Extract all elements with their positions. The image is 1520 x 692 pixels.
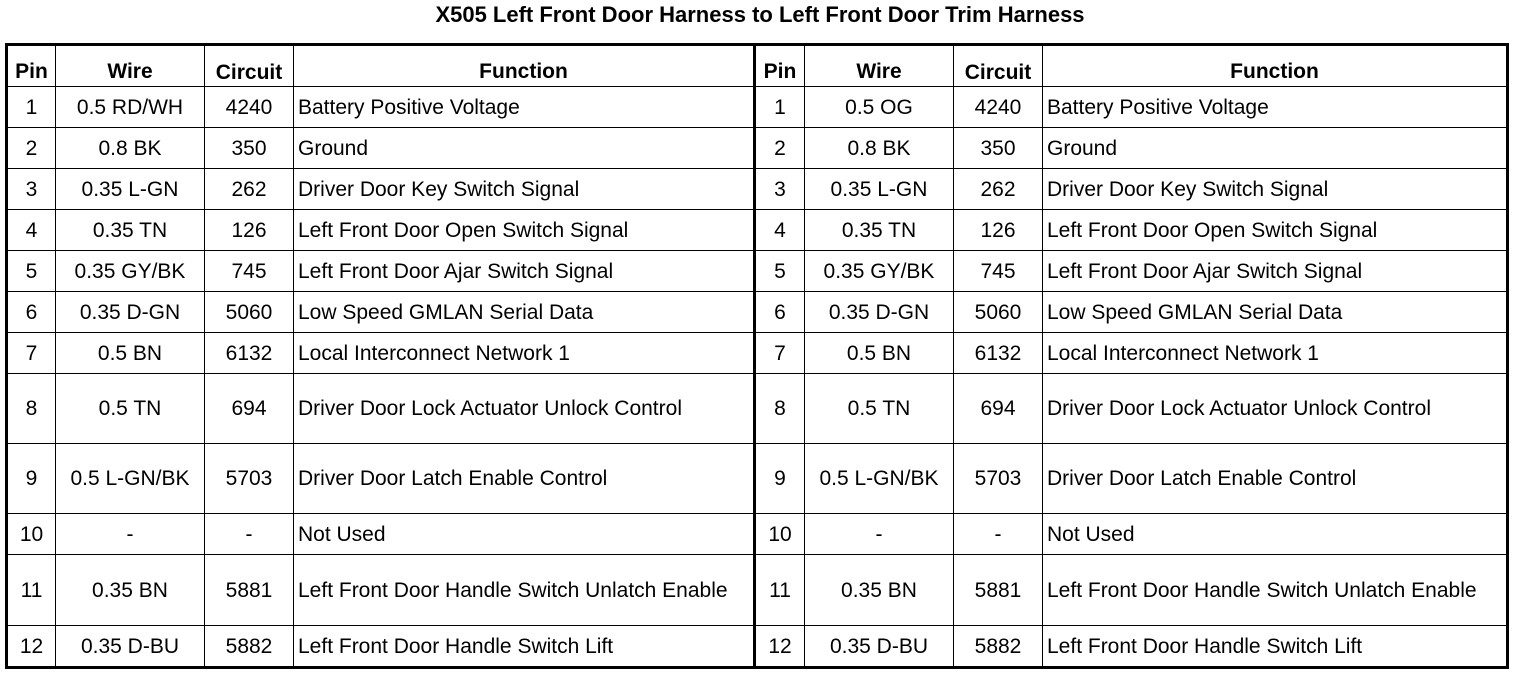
pin-cell-right: 7: [755, 333, 805, 374]
circuit-cell-right: 745: [954, 251, 1043, 292]
function-cell-left: Not Used: [294, 514, 755, 555]
table-row: [7, 514, 1508, 555]
pin-cell-right: 2: [755, 128, 805, 169]
table-row: [7, 333, 1508, 374]
wire-cell-left: 0.35 BN: [56, 555, 205, 626]
wire-cell-right: 0.35 BN: [805, 555, 954, 626]
circuit-cell-left: 5703: [205, 444, 294, 514]
pin-cell-right: 9: [755, 444, 805, 514]
function-cell-left: Ground: [294, 128, 755, 169]
wire-cell-right: 0.8 BK: [805, 128, 954, 169]
circuit-cell-right: 5881: [954, 555, 1043, 626]
table-row: [7, 374, 1508, 444]
pin-cell-left: 2: [7, 128, 56, 169]
table-row: [7, 128, 1508, 169]
wire-cell-right: 0.5 L-GN/BK: [805, 444, 954, 514]
table-row: [7, 444, 1508, 514]
function-cell-right: Battery Positive Voltage: [1043, 87, 1508, 128]
function-cell-right: Ground: [1043, 128, 1508, 169]
circuit-cell-left: 4240: [205, 87, 294, 128]
table-row: [7, 251, 1508, 292]
table-row: [7, 555, 1508, 626]
circuit-cell-left: 6132: [205, 333, 294, 374]
circuit-cell-right: 262: [954, 169, 1043, 210]
header-circuit-left: Circuit: [205, 45, 294, 87]
table-row: [7, 169, 1508, 210]
table-header-row: [7, 45, 1508, 87]
wire-cell-right: 0.5 OG: [805, 87, 954, 128]
header-function-left: Function: [294, 45, 755, 87]
circuit-cell-left: 262: [205, 169, 294, 210]
circuit-cell-right: 6132: [954, 333, 1043, 374]
wire-cell-right: 0.5 BN: [805, 333, 954, 374]
pin-cell-left: 9: [7, 444, 56, 514]
pin-cell-right: 1: [755, 87, 805, 128]
pin-cell-left: 1: [7, 87, 56, 128]
wire-cell-left: 0.8 BK: [56, 128, 205, 169]
function-cell-left: Battery Positive Voltage: [294, 87, 755, 128]
pin-cell-right: 11: [755, 555, 805, 626]
pin-cell-right: 8: [755, 374, 805, 444]
header-pin-left: Pin: [7, 45, 56, 87]
wire-cell-left: 0.35 TN: [56, 210, 205, 251]
connector-pinout-table: [5, 43, 1509, 669]
function-cell-left: Left Front Door Handle Switch Lift: [294, 626, 755, 668]
pin-cell-left: 4: [7, 210, 56, 251]
circuit-cell-left: 745: [205, 251, 294, 292]
function-cell-right: Left Front Door Open Switch Signal: [1043, 210, 1508, 251]
function-cell-right: Not Used: [1043, 514, 1508, 555]
circuit-cell-right: 126: [954, 210, 1043, 251]
pin-cell-left: 6: [7, 292, 56, 333]
wire-cell-right: 0.5 TN: [805, 374, 954, 444]
pin-cell-right: 12: [755, 626, 805, 668]
header-wire-right: Wire: [805, 45, 954, 87]
function-cell-right: Local Interconnect Network 1: [1043, 333, 1508, 374]
circuit-cell-right: -: [954, 514, 1043, 555]
wire-cell-left: 0.35 D-GN: [56, 292, 205, 333]
pin-cell-left: 10: [7, 514, 56, 555]
function-cell-left: Low Speed GMLAN Serial Data: [294, 292, 755, 333]
function-cell-left: Left Front Door Ajar Switch Signal: [294, 251, 755, 292]
wire-cell-left: 0.5 L-GN/BK: [56, 444, 205, 514]
circuit-cell-left: 5060: [205, 292, 294, 333]
wire-cell-right: 0.35 GY/BK: [805, 251, 954, 292]
wire-cell-left: -: [56, 514, 205, 555]
circuit-cell-left: 5881: [205, 555, 294, 626]
circuit-cell-right: 4240: [954, 87, 1043, 128]
pin-cell-left: 12: [7, 626, 56, 668]
circuit-cell-right: 5703: [954, 444, 1043, 514]
function-cell-right: Driver Door Latch Enable Control: [1043, 444, 1508, 514]
function-cell-left: Driver Door Key Switch Signal: [294, 169, 755, 210]
header-circuit-right: Circuit: [954, 45, 1043, 87]
header-function-right: Function: [1043, 45, 1508, 87]
wire-cell-left: 0.5 TN: [56, 374, 205, 444]
wire-cell-right: 0.35 D-GN: [805, 292, 954, 333]
header-pin-right: Pin: [755, 45, 805, 87]
function-cell-left: Left Front Door Open Switch Signal: [294, 210, 755, 251]
function-cell-left: Local Interconnect Network 1: [294, 333, 755, 374]
function-cell-right: Left Front Door Handle Switch Unlatch Enable: [1043, 555, 1508, 626]
function-cell-right: Low Speed GMLAN Serial Data: [1043, 292, 1508, 333]
pin-cell-right: 3: [755, 169, 805, 210]
circuit-cell-left: 694: [205, 374, 294, 444]
pin-cell-right: 10: [755, 514, 805, 555]
function-cell-left: Left Front Door Handle Switch Unlatch Enable: [294, 555, 755, 626]
function-cell-right: Driver Door Key Switch Signal: [1043, 169, 1508, 210]
circuit-cell-right: 694: [954, 374, 1043, 444]
wire-cell-right: 0.35 L-GN: [805, 169, 954, 210]
circuit-cell-left: 126: [205, 210, 294, 251]
table-row: [7, 210, 1508, 251]
wire-cell-left: 0.5 RD/WH: [56, 87, 205, 128]
function-cell-right: Left Front Door Ajar Switch Signal: [1043, 251, 1508, 292]
function-cell-right: Driver Door Lock Actuator Unlock Control: [1043, 374, 1508, 444]
circuit-cell-right: 5060: [954, 292, 1043, 333]
circuit-cell-left: -: [205, 514, 294, 555]
wire-cell-left: 0.35 GY/BK: [56, 251, 205, 292]
table-row: [7, 87, 1508, 128]
pin-cell-left: 5: [7, 251, 56, 292]
circuit-cell-left: 5882: [205, 626, 294, 668]
pin-rows: [7, 87, 1508, 668]
pin-cell-right: 5: [755, 251, 805, 292]
document-title: X505 Left Front Door Harness to Left Front Door Trim Harness: [435, 2, 1085, 27]
table-row: [7, 626, 1508, 668]
pin-cell-right: 4: [755, 210, 805, 251]
wire-cell-left: 0.35 L-GN: [56, 169, 205, 210]
wire-cell-right: 0.35 D-BU: [805, 626, 954, 668]
table-row: [7, 292, 1508, 333]
function-cell-right: Left Front Door Handle Switch Lift: [1043, 626, 1508, 668]
function-cell-left: Driver Door Lock Actuator Unlock Control: [294, 374, 755, 444]
wire-cell-right: -: [805, 514, 954, 555]
pin-cell-left: 8: [7, 374, 56, 444]
pin-cell-right: 6: [755, 292, 805, 333]
wire-cell-right: 0.35 TN: [805, 210, 954, 251]
wire-cell-left: 0.5 BN: [56, 333, 205, 374]
pin-cell-left: 3: [7, 169, 56, 210]
circuit-cell-right: 5882: [954, 626, 1043, 668]
wire-cell-left: 0.35 D-BU: [56, 626, 205, 668]
circuit-cell-left: 350: [205, 128, 294, 169]
circuit-cell-right: 350: [954, 128, 1043, 169]
pin-cell-left: 11: [7, 555, 56, 626]
pin-cell-left: 7: [7, 333, 56, 374]
function-cell-left: Driver Door Latch Enable Control: [294, 444, 755, 514]
header-wire-left: Wire: [56, 45, 205, 87]
